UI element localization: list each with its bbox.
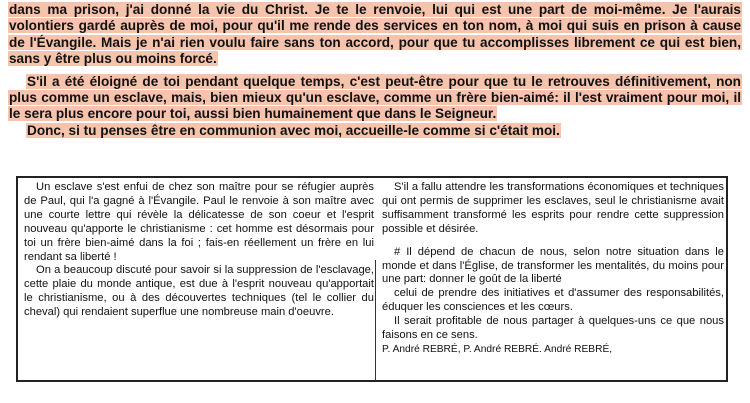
highlighted-text: dans ma prison, j'ai donné la vie du Christ. Je te le renvoie, lui qui est une part de moi-même. Je l'aurais volontiers gardé auprès de moi, pour qu'il me rende des services en ton nom, à moi qui suis en prison à cause de l'Évangile. Mais je n'ai rien voulu faire sans ton accord, pour que tu accomplisses librement ce qui est bien, sans y être plus ou moins forcé. [9,2,741,67]
column-divider [375,260,376,380]
scripture-passage [8,2,742,139]
commentary-paragraph: On a beaucoup discuté pour savoir si la suppression de l'esclavage, cette plaie du monde antique, est due à l'esprit nouveau qu'apportait le christianisme, ou à des découvertes techniques (tel le collier du cheval) qui rendaient superflue une nombreuse main d'oeuvre. [24,264,374,319]
scripture-paragraph-3 [8,123,742,139]
commentary-paragraph: Un esclave s'est enfui de chez son maître pour se réfugier auprès de Paul, qui l'a gagné à l'Évangile. Paul le renvoie à son maître avec une courte lettre qui révèle la délicatesse de son coeur et l'esprit nouveau qu'apporte le christianisme : cet homme est désormais pour toi un frère bien-aimé dans la foi ; fais-en réellement un frère en lui rendant sa liberté ! [24,181,374,263]
scripture-paragraph-1 [8,2,742,68]
commentary-right-column [382,181,724,357]
commentary-left-column [24,181,374,320]
scripture-paragraph-2 [8,74,742,123]
commentary-box [16,176,728,382]
signature: P. André REBRÉ, P. André REBRÉ. André REBRÉ, [382,343,613,355]
highlighted-text: S'il a été éloigné de toi pendant quelque temps, c'est peut-être pour que tu le retrouves définitivement, non plus comme un esclave, mais, bien mieux qu'un esclave, comme un frère bien-aimé: il l'est vraiment pour moi, il le sera plus encore pour toi, aussi bien humainement que dans le Seigneur. [9,73,741,122]
commentary-paragraph: Il serait profitable de nous partager à quelques-uns ce que nous faisons en ce sens. [382,315,724,342]
highlighted-text: Donc, si tu penses être en communion avec moi, accueille-le comme si c'était moi. [27,122,560,138]
commentary-paragraph: # Il dépend de chacun de nous, selon notre situation dans le monde et dans l'Église, de transformer les mentalités, du moins pour une part: donner le goût de la liberté [382,245,724,286]
commentary-paragraph: celui de prendre des initiatives et d'assumer des responsabilités, éduquer les consciences et les cœurs. [382,287,724,314]
commentary-paragraph: S'il a fallu attendre les transformations économiques et techniques qui ont permis de supprimer les esclaves, seul le christianisme avait suffisamment transformé les esprits pour rendre cette suppression possible et désirée. [382,181,724,235]
